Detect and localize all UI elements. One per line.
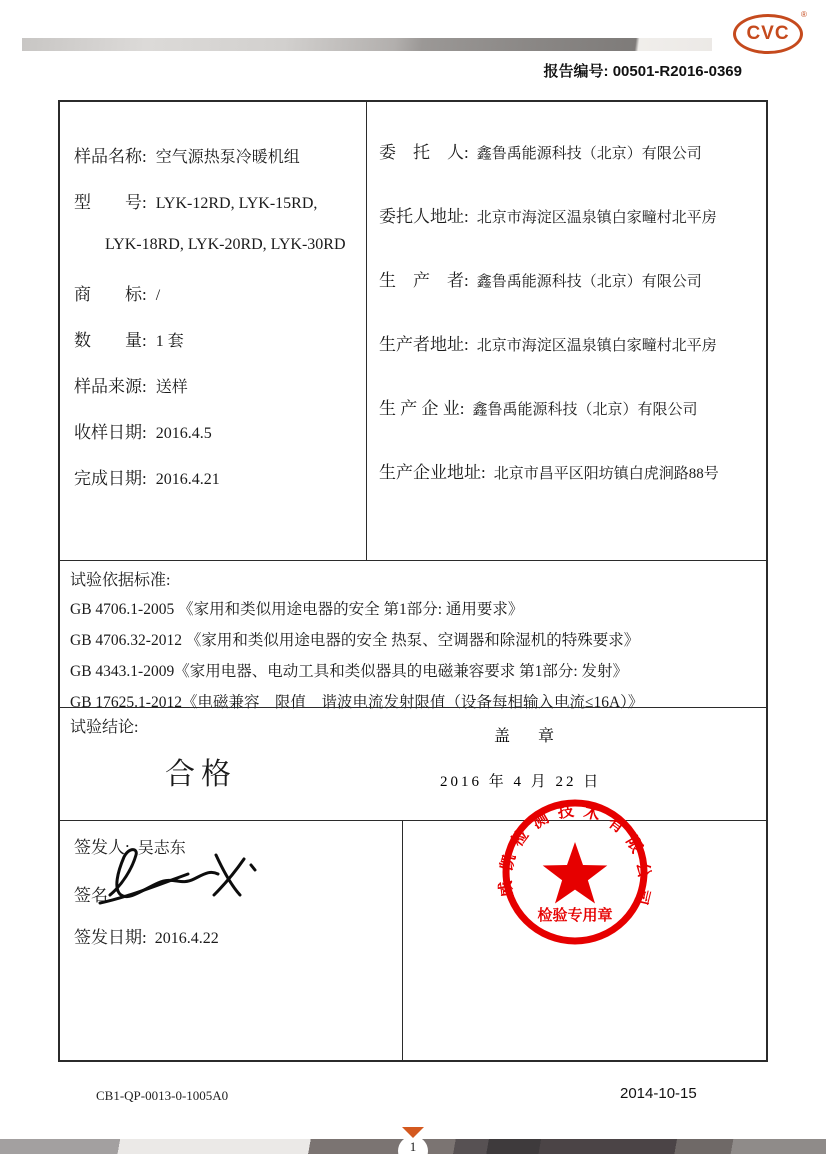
registered-trademark-icon: ® xyxy=(801,10,807,19)
field-value: 送样 xyxy=(155,379,188,396)
sample-info-row xyxy=(60,102,766,560)
report-number-label: 报告编号: xyxy=(543,63,609,80)
model-line xyxy=(74,188,366,234)
field-label: 签名: xyxy=(74,886,113,905)
field-label: 生产企业地址: xyxy=(379,463,486,482)
issue-date-value: 2016.4.22 xyxy=(154,930,219,947)
field-value: 北京市昌平区阳坊镇白虎涧路88号 xyxy=(493,466,719,482)
page-number-badge: 1 xyxy=(398,1136,428,1166)
sample-info-left-cell xyxy=(60,102,367,560)
conclusion-row xyxy=(60,707,766,820)
standards-title: 试验依据标准: xyxy=(70,572,171,589)
field-value: LYK-18RD, LYK-20RD, LYK-30RD xyxy=(105,236,346,253)
field-label: 签发人: xyxy=(74,838,130,857)
standard-item: GB 4706.1-2005 《家用和类似用途电器的安全 第1部分: 通用要求》 xyxy=(70,601,524,618)
field-label: 生产者地址: xyxy=(379,335,469,354)
client-line xyxy=(379,138,766,202)
manufacturer-address-line xyxy=(379,458,766,522)
stamp-date: 2016 年 4 月 22 日 xyxy=(440,774,602,790)
report-number-value: 00501-R2016-0369 xyxy=(612,63,742,80)
field-label: 商 标: xyxy=(74,285,147,304)
client-info-right-cell xyxy=(367,102,766,560)
inspection-stamp-icon xyxy=(495,792,655,952)
client-address-line xyxy=(379,202,766,266)
standard-item: GB 17625.1-2012《电磁兼容 限值 谐波电流发射限值（设备每相输入电流≤16A）》 xyxy=(70,694,644,711)
field-value: / xyxy=(155,287,161,304)
field-label: 数 量: xyxy=(74,331,147,350)
field-label: 样品名称: xyxy=(74,147,147,166)
standard-item: GB 4343.1-2009《家用电器、电动工具和类似器具的电磁兼容要求 第1部分: 发射》 xyxy=(70,663,629,680)
field-value: 空气源热泵冷暖机组 xyxy=(155,149,300,166)
model-line-continued xyxy=(74,234,366,280)
field-label: 样品来源: xyxy=(74,377,147,396)
field-label: 签发日期: xyxy=(74,928,147,947)
page-marker-triangle-icon xyxy=(402,1127,424,1138)
field-value: 2016.4.5 xyxy=(155,425,212,442)
sample-name-line xyxy=(74,142,366,188)
report-number xyxy=(544,60,742,81)
field-value: 鑫鲁禹能源科技（北京）有限公司 xyxy=(476,274,702,290)
header-gradient-bar xyxy=(22,38,712,51)
signature-left-cell xyxy=(60,821,403,1062)
field-value: 2016.4.21 xyxy=(155,471,220,488)
stamp-bottom-text: 检验专用章 xyxy=(537,908,613,924)
quantity-line xyxy=(74,326,366,372)
conclusion-result: 合格 xyxy=(165,758,237,791)
receive-date-line xyxy=(74,418,366,464)
field-label: 型 号: xyxy=(74,193,147,212)
complete-date-line xyxy=(74,464,366,510)
field-value: 北京市海淀区温泉镇白家疃村北平房 xyxy=(476,210,717,226)
stamp-ring-text: 威凯检测技术有限公司 xyxy=(497,802,653,907)
field-value: LYK-12RD, LYK-15RD, xyxy=(155,195,318,212)
signature-row xyxy=(60,820,766,1062)
field-value: 北京市海淀区温泉镇白家疃村北平房 xyxy=(476,338,717,354)
manufacturer-line xyxy=(379,394,766,458)
issuer-name: 吴志东 xyxy=(137,840,186,857)
field-label: 委托人地址: xyxy=(379,207,469,226)
conclusion-title: 试验结论: xyxy=(70,719,139,736)
stamp-here-label: 盖章 xyxy=(494,728,583,745)
stamp-star-icon xyxy=(543,842,608,904)
field-label: 生 产 者: xyxy=(379,271,469,290)
field-label: 收样日期: xyxy=(74,423,147,442)
handwritten-signature xyxy=(96,845,266,907)
field-label: 生 产 企 业: xyxy=(379,399,465,418)
field-label: 完成日期: xyxy=(74,469,147,488)
issue-date-line xyxy=(74,923,219,948)
field-value: 鑫鲁禹能源科技（北京）有限公司 xyxy=(472,402,698,418)
footer-document-code: CB1-QP-0013-0-1005A0 xyxy=(96,1088,229,1103)
trademark-line xyxy=(74,280,366,326)
field-value: 鑫鲁禹能源科技（北京）有限公司 xyxy=(476,146,702,162)
cvc-logo: CVC xyxy=(733,14,803,54)
field-value: 1 套 xyxy=(155,333,184,350)
producer-address-line xyxy=(379,330,766,394)
standards-row xyxy=(60,560,766,711)
sample-source-line xyxy=(74,372,366,418)
report-table xyxy=(58,100,768,1062)
field-label: 委 托 人: xyxy=(379,143,469,162)
standard-item: GB 4706.32-2012 《家用和类似用途电器的安全 热泵、空调器和除湿机的特殊要求》 xyxy=(70,632,640,649)
footer-date: 2014-10-15 xyxy=(620,1085,697,1102)
producer-line xyxy=(379,266,766,330)
